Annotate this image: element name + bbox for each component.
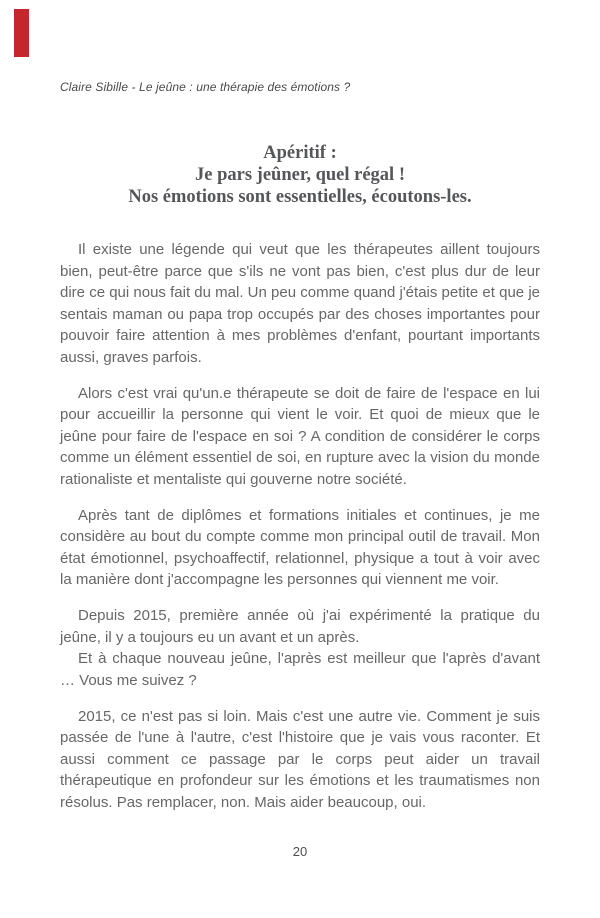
body-paragraph: Il existe une légende qui veut que les thérapeutes aillent toujours bien, peut-être parce que s'ils ne vont pas bien, c'est plus dur de leur dire ce qui nous fait du mal. Un peu comme quand j'étais petite et que je sentais maman ou papa trop occupés par des choses importantes pour pouvoir faire attention à mes problèmes d'enfant, pourtant importants aussi, graves parfois. xyxy=(60,241,540,366)
body-paragraph: Alors c'est vrai qu'un.e thérapeute se doit de faire de l'espace en lui pour accueillir la personne qui vient le voir. Et quoi de mieux que le jeûne pour faire de l'espace en soi ? A condition de considérer le corps comme un élément essentiel de soi, en rupture avec la vision du monde rationaliste et mentaliste qui gouverne notre société. xyxy=(60,384,540,488)
chapter-title-line-1: Apéritif : xyxy=(263,143,337,163)
body-paragraph: Et à chaque nouveau jeûne, l'après est meilleur que l'après d'avant … Vous me suivez ? xyxy=(60,650,540,689)
red-bookmark-ribbon xyxy=(14,9,29,57)
running-header: Claire Sibille - Le jeûne : une thérapie des émotions ? xyxy=(60,80,351,94)
body-paragraph: 2015, ce n'est pas si loin. Mais c'est une autre vie. Comment je suis passée de l'une à l'autre, c'est l'histoire que je vais vous raconter. Et aussi comment ce passage par le corps peut aider un travail thérapeutique en profondeur sur les émotions et les traumatismes non résolus. Pas remplacer, non. Mais aider beaucoup, oui. xyxy=(60,707,540,811)
body-text xyxy=(60,239,540,813)
body-paragraph: Depuis 2015, première année où j'ai expérimenté la pratique du jeûne, il y a toujours eu un avant et un après. xyxy=(60,607,540,646)
chapter-title-line-3: Nos émotions sont essentielles, écoutons-les. xyxy=(128,187,472,207)
body-paragraph: Après tant de diplômes et formations initiales et continues, je me considère au bout du compte comme mon principal outil de travail. Mon état émotionnel, psychoaffectif, relationnel, physique a tout à voir avec la manière dont j'accompagne les personnes qui viennent me voir. xyxy=(60,506,540,588)
page-content xyxy=(60,0,540,828)
chapter-title xyxy=(60,142,540,208)
page-number: 20 xyxy=(292,844,308,859)
chapter-title-line-2: Je pars jeûner, quel régal ! xyxy=(195,165,405,185)
